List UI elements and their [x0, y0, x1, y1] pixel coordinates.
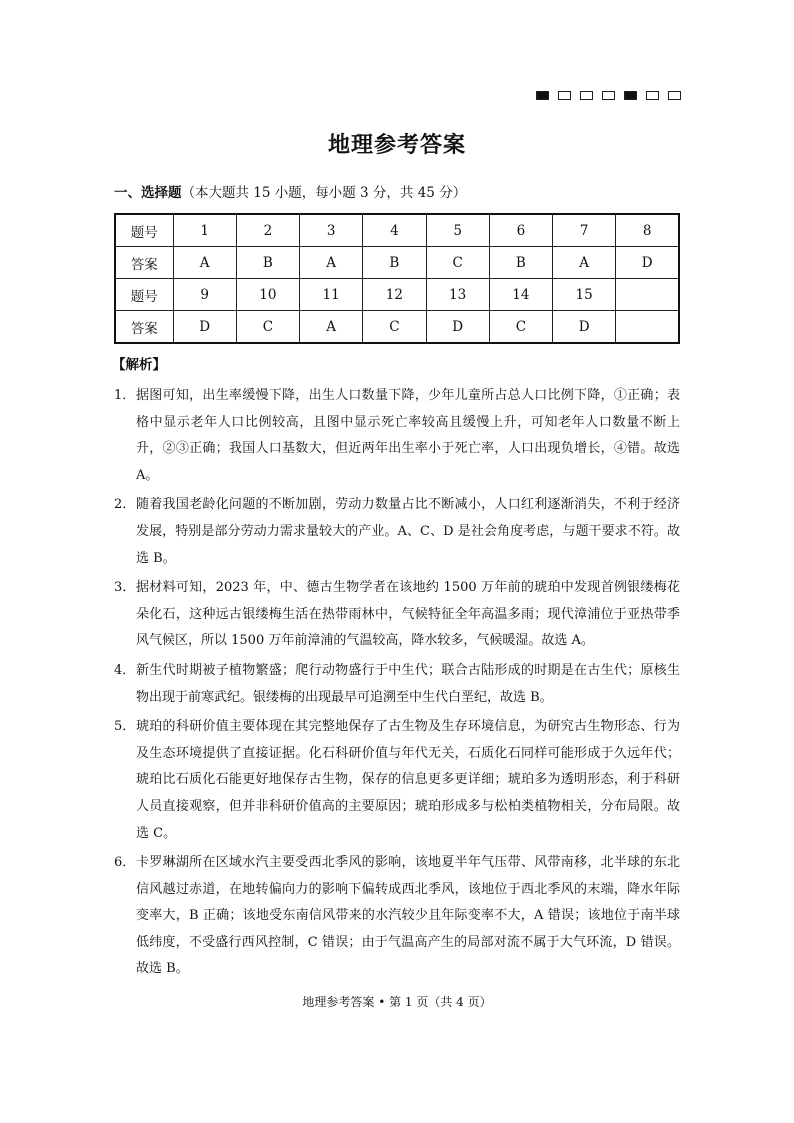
- answer-cell: C: [363, 311, 426, 344]
- page-footer: 地理参考答案 • 第 1 页（共 4 页）: [302, 995, 492, 1009]
- answer-cell: B: [236, 247, 299, 279]
- analysis-item: [114, 850, 680, 983]
- answer-cell: A: [300, 247, 363, 279]
- answer-cell: C: [489, 311, 552, 344]
- analysis-item: [114, 575, 680, 655]
- answer-cell: 6: [489, 214, 552, 247]
- answer-cell: B: [363, 247, 426, 279]
- item-text: 琥珀的科研价值主要体现在其完整地保存了古生物及生存环境信息，为研究古生物形态、行为及生态环境提供了直接证据。化石科研价值与年代无关，石质化石同样可能形成于久远年代；琥珀比石质化石能更好地保存古生物，保存的信息更多更详细；琥珀多为透明形态，利于科研人员直接观察，但并非科研价值高的主要原因；琥珀形成多与松柏类植物相关，分布局限。故选 C。: [136, 719, 680, 841]
- row-header-cell: 答案: [115, 247, 173, 279]
- analysis-item: [114, 492, 680, 572]
- answer-cell: B: [489, 247, 552, 279]
- analysis-list: [114, 383, 680, 986]
- answer-cell: 9: [173, 279, 236, 311]
- header-mark: [558, 91, 571, 100]
- answer-cell: 15: [553, 279, 616, 311]
- answer-cell: A: [173, 247, 236, 279]
- answer-cell: A: [553, 247, 616, 279]
- header-mark: [580, 91, 593, 100]
- table-row: [115, 311, 679, 344]
- item-number: 6．: [114, 855, 136, 871]
- answer-table: [114, 213, 680, 344]
- header-mark: [646, 91, 659, 100]
- table-row: [115, 279, 679, 311]
- answer-cell: 3: [300, 214, 363, 247]
- answer-cell: 13: [426, 279, 489, 311]
- item-number: 2．: [114, 497, 136, 513]
- item-text: 据图可知，出生率缓慢下降，出生人口数量下降，少年儿童所占总人口比例下降，①正确；表格中显示老年人口比例较高，且图中显示死亡率较高且缓慢上升，可知老年人口数量不断上升，②③正确；我国人口基数大，但近两年出生率小于死亡率，人口出现负增长，④错。故选 A。: [136, 388, 680, 483]
- answer-cell: 5: [426, 214, 489, 247]
- answer-cell: 14: [489, 279, 552, 311]
- section-heading: [114, 181, 466, 201]
- answer-cell: 8: [616, 214, 679, 247]
- analysis-label: 【解析】: [112, 357, 166, 373]
- answer-cell: [616, 311, 679, 344]
- item-text: 据材料可知，2023 年，中、德古生物学者在该地约 1500 万年前的琥珀中发现首例银缕梅花朵化石，这种远古银缕梅生活在热带雨林中，气候特征全年高温多雨；现代漳浦位于亚热带季风气候区，所以 1500 万年前漳浦的气温较高，降水较多，气候暖湿。故选 A。: [136, 580, 680, 649]
- table-row: [115, 247, 679, 279]
- analysis-item: [114, 658, 680, 711]
- item-number: 5．: [114, 719, 136, 735]
- row-header-cell: 题号: [115, 214, 173, 247]
- answer-cell: A: [300, 311, 363, 344]
- answer-cell: D: [553, 311, 616, 344]
- header-mark: [536, 91, 549, 100]
- item-text: 随着我国老龄化问题的不断加剧，劳动力数量占比不断减小，人口红利逐渐消失，不利于经济发展，特别是部分劳动力需求量较大的产业。A、C、D 是社会角度考虑，与题干要求不符。故选 B。: [136, 497, 680, 566]
- answer-cell: 10: [236, 279, 299, 311]
- answer-cell: 7: [553, 214, 616, 247]
- row-header-cell: 题号: [115, 279, 173, 311]
- answer-cell: 12: [363, 279, 426, 311]
- answer-cell: 2: [236, 214, 299, 247]
- answer-cell: D: [173, 311, 236, 344]
- answer-cell: C: [236, 311, 299, 344]
- item-number: 1．: [114, 388, 136, 403]
- header-mark: [624, 91, 637, 100]
- analysis-item: [114, 714, 680, 847]
- table-row: [115, 214, 679, 247]
- answer-cell: D: [616, 247, 679, 279]
- header-marks: [536, 91, 681, 100]
- answer-cell: C: [426, 247, 489, 279]
- section-note: （本大题共 15 小题，每小题 3 分，共 45 分）: [181, 185, 467, 201]
- header-mark: [602, 91, 615, 100]
- answer-cell: 1: [173, 214, 236, 247]
- answer-cell: 4: [363, 214, 426, 247]
- header-mark: [668, 91, 681, 100]
- section-label: 一、选择题: [114, 185, 182, 201]
- answer-cell: [616, 279, 679, 311]
- page-title: 地理参考答案: [327, 133, 466, 158]
- item-number: 3．: [114, 580, 136, 596]
- item-text: 新生代时期被子植物繁盛；爬行动物盛行于中生代；联合古陆形成的时期是在古生代；原核生物出现于前寒武纪。银缕梅的出现最早可追溯至中生代白垩纪，故选 B。: [136, 662, 680, 705]
- analysis-item: [114, 383, 680, 489]
- answer-cell: D: [426, 311, 489, 344]
- row-header-cell: 答案: [115, 311, 173, 344]
- item-number: 4．: [114, 662, 136, 678]
- item-text: 卡罗琳湖所在区域水汽主要受西北季风的影响，该地夏半年气压带、风带南移，北半球的东北信风越过赤道，在地转偏向力的影响下偏转成西北季风，该地位于西北季风的末端，降水年际变率大，B 正确；该地受东南信风带来的水汽较少且年际变率不大，A 错误；该地位于南半球低纬度，不受盛行西风控制，C 错误；由于气温高产生的局部对流不属于大气环流，D 错误。故选 B。: [136, 855, 680, 977]
- answer-cell: 11: [300, 279, 363, 311]
